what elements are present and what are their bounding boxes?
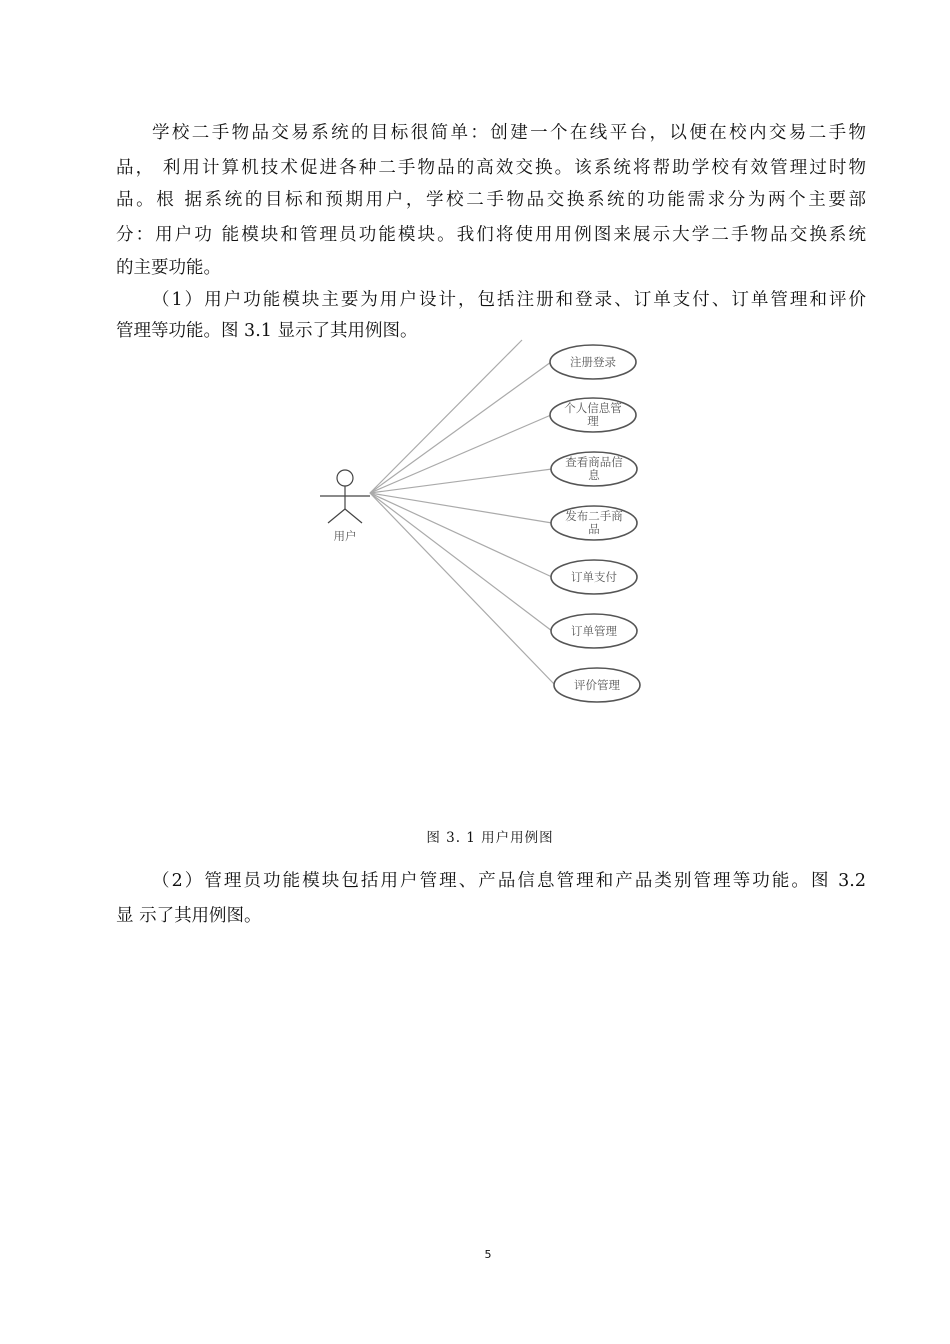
- page-number: 5: [484, 1248, 492, 1261]
- use-case-label: 评价管理: [574, 678, 620, 692]
- use-case-label: 注册登录: [570, 355, 616, 369]
- use-case: [554, 668, 640, 702]
- association-line: [370, 493, 552, 631]
- use-case-label: 发布二手商: [565, 509, 623, 523]
- actor-user: [320, 470, 370, 543]
- association-line: [370, 493, 552, 523]
- association-line: [370, 493, 552, 577]
- use-case: [551, 452, 637, 486]
- paragraph-2-line-1: （1）用户功能模块主要为用户设计，包括注册和登录、订单支付、订单管理和评价: [152, 290, 866, 310]
- actor-label: 用户: [333, 529, 357, 543]
- use-case-diagram: [300, 335, 660, 715]
- use-case-label: 订单支付: [571, 570, 617, 584]
- paragraph-3-line-1: （2）管理员功能模块包括用户管理、产品信息管理和产品类别管理等功能。图 3.2: [152, 871, 866, 891]
- paragraph-1-line-5: 的主要功能。: [116, 258, 221, 278]
- use-cases: [550, 345, 640, 702]
- paragraph-1-line-2: 品， 利用计算机技术促进各种二手物品的高效交换。该系统将帮助学校有效管理过时物: [116, 158, 866, 178]
- association-lines: [370, 340, 555, 685]
- use-case-label: 查看商品信: [565, 455, 623, 469]
- paragraph-3-line-2: 显 示了其用例图。: [116, 906, 262, 926]
- paragraph-1-line-4: 分：用户功 能模块和管理员功能模块。我们将使用用例图来展示大学二手物品交换系统: [116, 225, 866, 245]
- association-line: [370, 493, 555, 685]
- use-case: [551, 506, 637, 540]
- paragraph-1-line-1: 学校二手物品交易系统的目标很简单：创建一个在线平台，以便在校内交易二手物: [152, 123, 866, 143]
- association-line-extra: [370, 340, 522, 493]
- paragraph-1-line-3: 品。根 据系统的目标和预期用户，学校二手物品交换系统的功能需求分为两个主要部: [116, 190, 866, 210]
- use-case: [550, 398, 636, 432]
- figure-caption: 图 3. 1 用户用例图: [426, 830, 554, 846]
- association-line: [370, 362, 551, 493]
- use-case-label: 订单管理: [571, 624, 617, 638]
- use-case-label: 息: [588, 468, 600, 482]
- paragraph-2-line-2: 管理等功能。图 3.1 显示了其用例图。: [116, 321, 418, 341]
- use-case: [550, 345, 636, 379]
- use-case-label: 品: [588, 522, 600, 536]
- use-case: [551, 560, 637, 594]
- use-case-label: 个人信息管: [564, 401, 622, 415]
- use-case-label: 理: [587, 414, 599, 428]
- use-case: [551, 614, 637, 648]
